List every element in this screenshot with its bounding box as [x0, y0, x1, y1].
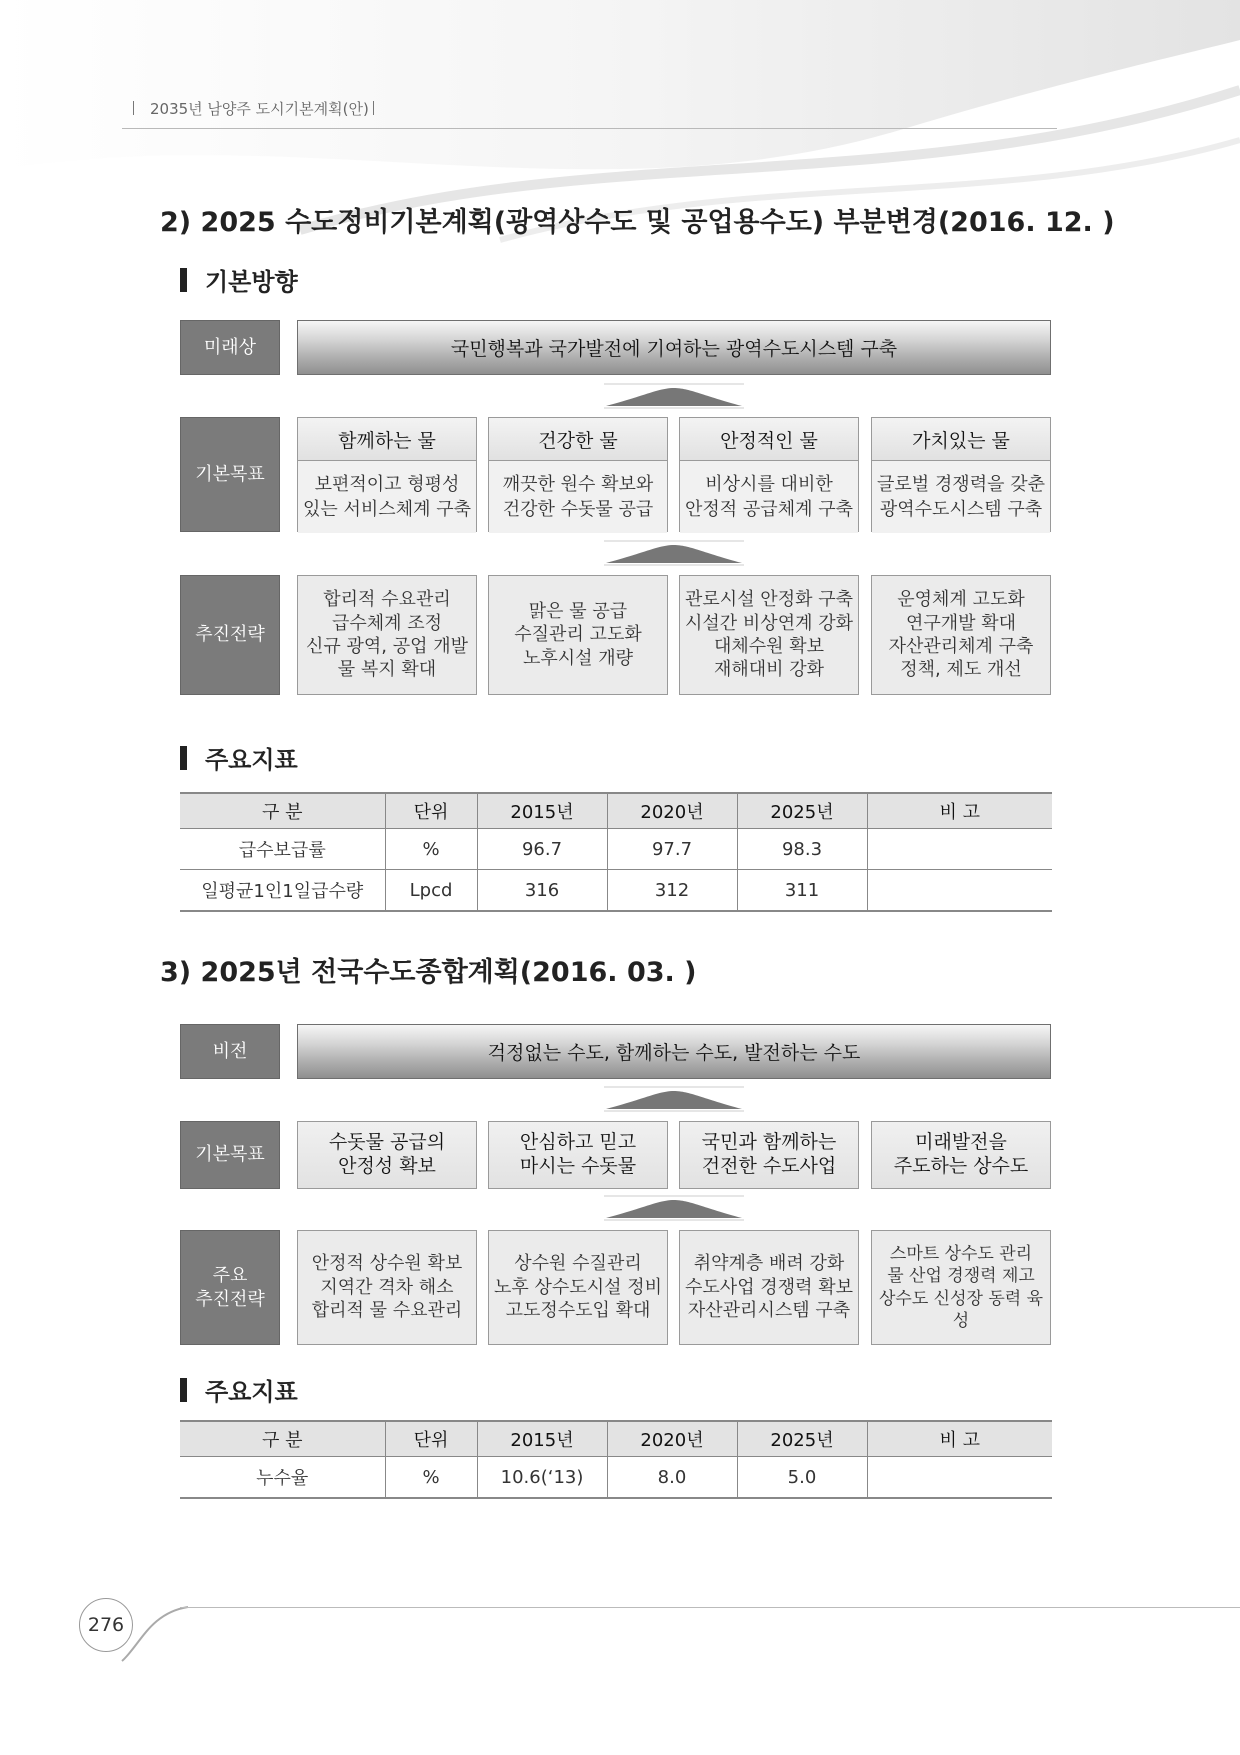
- strategy-line: 자산관리시스템 구축: [687, 1300, 851, 1322]
- goal-line: 보편적이고 형평성: [314, 473, 460, 495]
- goal-card: [679, 1121, 859, 1189]
- table-cell: 8.0: [607, 1457, 737, 1499]
- strategy-line: 재해대비 강화: [713, 659, 825, 681]
- column-header: 2025년: [737, 1421, 867, 1457]
- table-header-row: [180, 1421, 1052, 1457]
- goals-label: 기본목표: [180, 1121, 280, 1189]
- strategy-label-line: 추진전략: [195, 1288, 265, 1310]
- strategy-line: 고도정수도입 확대: [505, 1300, 651, 1322]
- up-arrow-icon: [604, 1085, 744, 1115]
- goal-line: 건전한 수도사업: [701, 1155, 837, 1177]
- goal-description: [298, 461, 476, 533]
- column-header: 구 분: [180, 1421, 385, 1457]
- vision-bar: [297, 320, 1051, 375]
- column-header: 비 고: [867, 793, 1052, 829]
- strategy-line: 수도사업 경쟁력 확보: [685, 1276, 853, 1298]
- strategy-card: [679, 575, 859, 695]
- vision-text: 걱정없는 수도, 함께하는 수도, 발전하는 수도: [487, 1042, 861, 1064]
- table-cell: 5.0: [737, 1457, 867, 1499]
- strategy-line: 노후시설 개량: [522, 647, 634, 669]
- table-cell: 96.7: [477, 829, 607, 870]
- goal-line: 국민과 함께하는: [701, 1131, 837, 1154]
- strategy-card: [679, 1230, 859, 1345]
- section3-title: 3) 2025년 전국수도종합계획(2016. 03. ): [160, 957, 697, 988]
- goal-title: 함께하는 물: [298, 418, 476, 461]
- vision-text: 국민행복과 국가발전에 기여하는 광역수도시스템 구축: [450, 338, 898, 360]
- vision-label: 비전: [180, 1024, 280, 1079]
- table-row: [180, 870, 1052, 912]
- up-arrow-icon: [604, 382, 744, 412]
- goals-label: 기본목표: [180, 417, 280, 532]
- strategy-line: 취약계층 배려 강화: [693, 1253, 845, 1275]
- goal-line: 글로벌 경쟁력을 갖춘: [877, 473, 1045, 495]
- table-cell: 일평균1인1일급수량: [180, 870, 385, 912]
- goal-card: [297, 1121, 477, 1189]
- column-header: 2015년: [477, 1421, 607, 1457]
- strategy-line: 스마트 상수도 관리: [889, 1244, 1033, 1265]
- strategy-card: [297, 575, 477, 695]
- table-cell: 급수보급률: [180, 829, 385, 870]
- goal-line: 건강한 수돗물 공급: [502, 499, 654, 520]
- heading-text: 주요지표: [205, 746, 298, 774]
- goal-card: [871, 1121, 1051, 1189]
- strategy-line: 물 산업 경쟁력 제고: [887, 1266, 1035, 1287]
- section3-indicator-table: [180, 1420, 1052, 1499]
- goal-title: 건강한 물: [489, 418, 667, 461]
- section2-title: 2) 2025 수도정비기본계획(광역상수도 및 공업용수도) 부분변경(2016. 12. ): [160, 207, 1115, 238]
- table-cell: [867, 829, 1052, 870]
- table-cell: Lpcd: [385, 870, 477, 912]
- column-header: 단위: [385, 1421, 477, 1457]
- strategy-line: 급수체계 조정: [331, 612, 443, 634]
- goal-line: 깨끗한 원수 확보와: [502, 473, 654, 495]
- footer-rule: [180, 1607, 1240, 1608]
- strategy-label: [180, 1230, 280, 1345]
- table-cell: 312: [607, 870, 737, 912]
- up-arrow-icon: [604, 539, 744, 569]
- goal-line: 안정성 확보: [338, 1155, 436, 1177]
- vision-label: 미래상: [180, 320, 280, 375]
- goal-card: [488, 1121, 668, 1189]
- column-header: 2020년: [607, 793, 737, 829]
- strategy-line: 지역간 격차 해소: [320, 1276, 454, 1298]
- heading-marker: [180, 268, 187, 292]
- goal-line: 수돗물 공급의: [328, 1131, 446, 1154]
- strategy-card: [488, 575, 668, 695]
- column-header: 2020년: [607, 1421, 737, 1457]
- table-cell: %: [385, 829, 477, 870]
- strategy-line: 운영체계 고도화: [897, 589, 1025, 611]
- goal-line: 비상시를 대비한: [705, 473, 833, 495]
- heading-marker: [180, 1378, 187, 1402]
- goal-line: 미래발전을: [915, 1131, 1007, 1154]
- strategy-card: [871, 1230, 1051, 1345]
- table-cell: 316: [477, 870, 607, 912]
- section2-basic-direction-heading: [180, 262, 298, 297]
- goal-line: 안심하고 믿고: [519, 1131, 637, 1154]
- strategy-line: 신규 광역, 공업 개발: [306, 636, 468, 657]
- goal-line: 안정적 공급체계 구축: [685, 499, 853, 520]
- strategy-line: 대체수원 확보: [713, 636, 825, 657]
- table-cell: 98.3: [737, 829, 867, 870]
- strategy-line: 맑은 물 공급: [528, 600, 628, 622]
- strategy-line: 수질관리 고도화: [514, 624, 642, 646]
- goal-title: 안정적인 물: [680, 418, 858, 461]
- column-header: 2015년: [477, 793, 607, 829]
- goal-card: [871, 417, 1051, 532]
- table-cell: [867, 870, 1052, 912]
- section3-indicators-heading: [180, 1372, 298, 1407]
- goal-line: 주도하는 상수도: [893, 1155, 1029, 1177]
- document-title: 2035년 남양주 도시기본계획(안): [150, 100, 369, 118]
- table-row: [180, 1457, 1052, 1499]
- section2-indicators-heading: [180, 740, 298, 775]
- column-header: 구 분: [180, 793, 385, 829]
- goal-description: [489, 461, 667, 533]
- strategy-line: 상수원 수질관리: [514, 1253, 642, 1275]
- table-cell: 311: [737, 870, 867, 912]
- header-divider-left: [133, 101, 134, 115]
- goal-line: 있는 서비스체계 구축: [303, 499, 471, 520]
- strategy-line: 합리적 수요관리: [323, 589, 451, 611]
- column-header: 2025년: [737, 793, 867, 829]
- heading-text: 주요지표: [205, 1378, 298, 1406]
- strategy-label-line: 주요: [212, 1265, 248, 1287]
- up-arrow-icon: [604, 1194, 744, 1224]
- goal-title: 가치있는 물: [872, 418, 1050, 461]
- strategy-line: 노후 상수도시설 정비: [494, 1276, 662, 1298]
- table-cell: %: [385, 1457, 477, 1499]
- goal-card: [679, 417, 859, 532]
- table-cell: 97.7: [607, 829, 737, 870]
- goal-description: [872, 461, 1050, 533]
- column-header: 비 고: [867, 1421, 1052, 1457]
- strategy-label: 추진전략: [180, 575, 280, 695]
- strategy-card: [871, 575, 1051, 695]
- header-divider-right: [373, 101, 374, 115]
- heading-marker: [180, 746, 187, 770]
- strategy-line: 합리적 물 수요관리: [311, 1300, 463, 1322]
- table-cell: 누수율: [180, 1457, 385, 1499]
- goal-card: [297, 417, 477, 532]
- heading-text: 기본방향: [205, 268, 298, 296]
- goal-line: 마시는 수돗물: [519, 1155, 637, 1177]
- strategy-line: 시설간 비상연계 강화: [685, 612, 853, 634]
- strategy-card: [488, 1230, 668, 1345]
- section2-indicator-table: [180, 792, 1052, 912]
- column-header: 단위: [385, 793, 477, 829]
- strategy-line: 안정적 상수원 확보: [311, 1253, 463, 1275]
- table-cell: [867, 1457, 1052, 1499]
- strategy-card: [297, 1230, 477, 1345]
- goal-line: 광역수도시스템 구축: [879, 499, 1043, 520]
- strategy-line: 정책, 제도 개선: [900, 659, 1022, 681]
- goal-card: [488, 417, 668, 532]
- vision-bar: [297, 1024, 1051, 1079]
- strategy-line: 연구개발 확대: [905, 612, 1017, 634]
- table-row: [180, 829, 1052, 870]
- strategy-line: 상수도 신성장 동력 육성: [878, 1288, 1043, 1331]
- table-header-row: [180, 793, 1052, 829]
- page-number: 276: [79, 1598, 133, 1652]
- strategy-line: 물 복지 확대: [337, 659, 437, 681]
- header-rule: [122, 128, 1057, 129]
- strategy-line: 자산관리체계 구축: [888, 636, 1034, 657]
- strategy-line: 관로시설 안정화 구축: [685, 589, 853, 611]
- goal-description: [680, 461, 858, 533]
- table-cell: 10.6(‘13): [477, 1457, 607, 1499]
